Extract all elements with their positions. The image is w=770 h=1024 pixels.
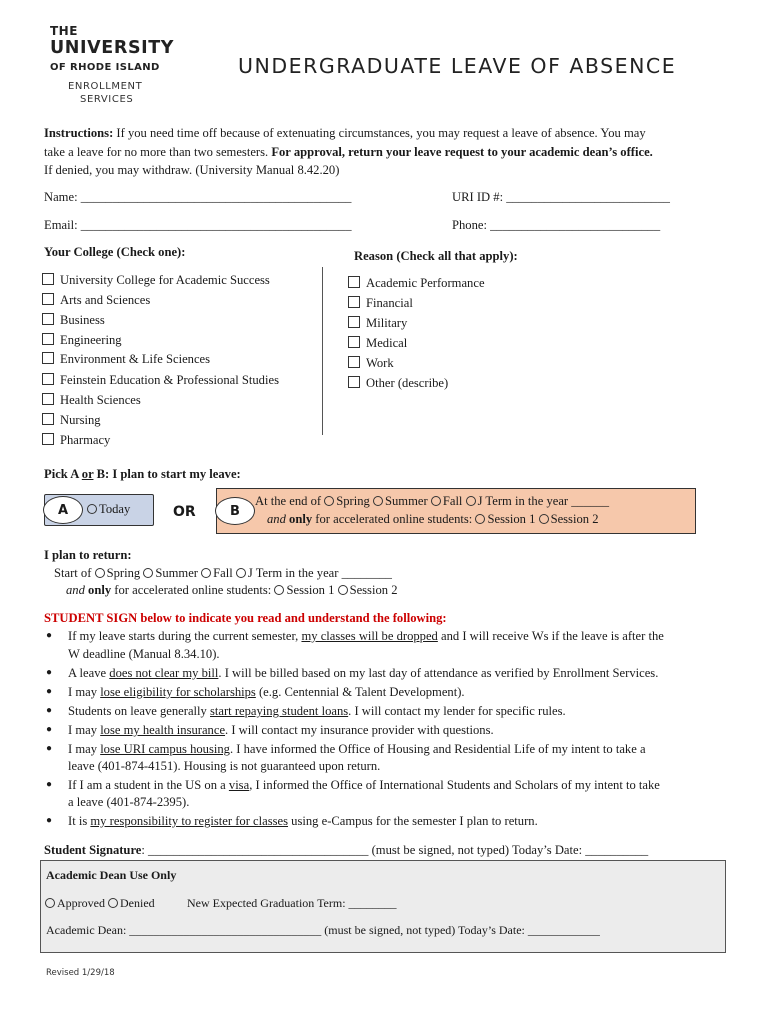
acknowledgement-item: If my leave starts during the current semester, my classes will be dropped and I will receive Ws if the leave is after the [68, 629, 664, 643]
return-line-1: Start of Spring Summer Fall J Term in the year ________ [54, 566, 392, 580]
instructions-label: Instructions: [44, 126, 114, 140]
checkbox[interactable] [348, 376, 360, 388]
return-session-2-option[interactable]: Session 2 [338, 583, 398, 597]
graduation-term-field[interactable]: New Expected Graduation Term: ________ [187, 896, 397, 910]
option-b-label: B [215, 497, 255, 525]
reason-option[interactable]: Other (describe) [348, 374, 448, 392]
option-a-label: A [43, 496, 83, 524]
return-jterm-option[interactable]: J Term [236, 566, 282, 580]
college-option[interactable]: Environment & Life Sciences [42, 350, 210, 368]
student-sign-heading: STUDENT SIGN below to indicate you read and understand the following: [44, 611, 447, 625]
radio-button[interactable] [87, 504, 97, 514]
acknowledgement-item-continued: a leave (401-874-2395). [68, 795, 190, 809]
acknowledgement-item: A leave does not clear my bill. I will be billed based on my last day of attendance as verified by Enrollment Services. [68, 666, 659, 680]
checkbox[interactable] [42, 293, 54, 305]
reason-option[interactable]: Academic Performance [348, 274, 485, 292]
logo-line-rhode-island: OF RHODE ISLAND [50, 62, 160, 73]
logo-line-enrollment: ENROLLMENT [68, 81, 143, 92]
start-spring-option[interactable]: Spring [324, 494, 370, 508]
dean-signature-field[interactable]: Academic Dean: ________________________________ (must be signed, not typed) Today’s Date: ____________ [46, 923, 600, 937]
return-heading: I plan to return: [44, 548, 132, 562]
column-divider [322, 267, 323, 435]
student-signature-label: Student Signature [44, 843, 142, 857]
checkbox[interactable] [42, 413, 54, 425]
acknowledgement-item: I may lose URI campus housing. I have informed the Office of Housing and Residential Life of my intent to take a [68, 742, 646, 756]
radio-button[interactable] [324, 496, 334, 506]
checkbox[interactable] [42, 433, 54, 445]
student-signature-field[interactable]: Student Signature: ___________________________________ (must be signed, not typed) Today’s Date: __________ [44, 843, 649, 857]
option-b-line-2: and only for accelerated online students: Session 1 Session 2 [267, 512, 599, 526]
logo-line-the: THE [50, 24, 78, 38]
logo-line-university: UNIVERSITY [50, 38, 175, 58]
radio-button[interactable] [201, 568, 211, 578]
radio-button[interactable] [466, 496, 476, 506]
checkbox[interactable] [348, 336, 360, 348]
checkbox[interactable] [42, 273, 54, 285]
pick-heading: Pick A or B: I plan to start my leave: [44, 467, 241, 481]
uri-id-field[interactable]: URI ID #: __________________________ [452, 190, 670, 204]
start-session-1-option[interactable]: Session 1 [475, 512, 535, 526]
instructions-line-2 [44, 143, 653, 161]
bullet-icon: ● [46, 686, 53, 697]
acknowledgement-item: Students on leave generally start repaying student loans. I will contact my lender for specific rules. [68, 704, 566, 718]
approved-option[interactable]: Approved [45, 896, 105, 910]
bullet-icon: ● [46, 743, 53, 754]
college-option[interactable]: Engineering [42, 331, 122, 349]
dean-decision-row [45, 894, 155, 912]
academic-dean-box [40, 860, 726, 953]
reason-heading: Reason (Check all that apply): [354, 249, 518, 263]
dean-heading: Academic Dean Use Only [46, 868, 177, 882]
reason-option[interactable]: Medical [348, 334, 407, 352]
college-option[interactable]: Health Sciences [42, 391, 141, 409]
checkbox[interactable] [348, 296, 360, 308]
radio-button[interactable] [274, 585, 284, 595]
acknowledgement-item-continued: W deadline (Manual 8.34.10). [68, 647, 220, 661]
college-option[interactable]: Feinstein Education & Professional Studies [42, 371, 279, 389]
start-jterm-option[interactable]: J Term [466, 494, 512, 508]
form-title: UNDERGRADUATE LEAVE OF ABSENCE [238, 54, 677, 78]
radio-button[interactable] [431, 496, 441, 506]
checkbox[interactable] [42, 313, 54, 325]
radio-button[interactable] [539, 514, 549, 524]
denied-option[interactable]: Denied [108, 896, 155, 910]
instructions-line-3: If denied, you may withdraw. (University Manual 8.42.20) [44, 163, 340, 177]
email-field[interactable]: Email: ___________________________________________ [44, 218, 352, 232]
checkbox[interactable] [42, 333, 54, 345]
name-field[interactable]: Name: ___________________________________________ [44, 190, 352, 204]
return-spring-option[interactable]: Spring [95, 566, 141, 580]
radio-button[interactable] [95, 568, 105, 578]
or-separator: OR [173, 504, 196, 520]
college-heading: Your College (Check one): [44, 245, 186, 259]
reason-option[interactable]: Work [348, 354, 394, 372]
college-option[interactable]: Business [42, 311, 105, 329]
college-option[interactable]: University College for Academic Success [42, 271, 270, 289]
today-option[interactable]: Today [87, 500, 130, 518]
option-b-box [216, 488, 696, 534]
start-fall-option[interactable]: Fall [431, 494, 463, 508]
start-year-field[interactable]: in the year ______ [511, 494, 610, 508]
bullet-icon: ● [46, 815, 53, 826]
acknowledgement-item: If I am a student in the US on a visa, I informed the Office of International Students and Scholars of my intent to take [68, 778, 660, 792]
bullet-icon: ● [46, 724, 53, 735]
return-fall-option[interactable]: Fall [201, 566, 233, 580]
radio-button[interactable] [373, 496, 383, 506]
college-option[interactable]: Pharmacy [42, 431, 110, 449]
option-b-line-1: At the end of Spring Summer Fall J Term in the year ______ [255, 494, 610, 508]
radio-button[interactable] [236, 568, 246, 578]
checkbox[interactable] [348, 276, 360, 288]
radio-button[interactable] [45, 898, 55, 908]
bullet-icon: ● [46, 705, 53, 716]
checkbox[interactable] [42, 373, 54, 385]
reason-option[interactable]: Military [348, 314, 407, 332]
radio-button[interactable] [475, 514, 485, 524]
option-a-box [44, 494, 154, 526]
return-year-field[interactable]: in the year ________ [282, 566, 392, 580]
college-option[interactable]: Arts and Sciences [42, 291, 150, 309]
instructions-line-1 [44, 124, 646, 142]
instructions-text-2: take a leave for no more than two semesters. [44, 145, 272, 159]
acknowledgement-item: I may lose my health insurance. I will contact my insurance provider with questions. [68, 723, 494, 737]
instructions-text-1: If you need time off because of extenuating circumstances, you may request a leave of absence. You may [113, 126, 646, 140]
instructions-approval-note: For approval, return your leave request to your academic dean’s office. [271, 145, 653, 159]
bullet-icon: ● [46, 667, 53, 678]
radio-button[interactable] [338, 585, 348, 595]
acknowledgement-item: It is my responsibility to register for classes using e-Campus for the semester I plan to return. [68, 814, 538, 828]
phone-field[interactable]: Phone: ___________________________ [452, 218, 661, 232]
start-session-2-option[interactable]: Session 2 [539, 512, 599, 526]
return-session-1-option[interactable]: Session 1 [274, 583, 334, 597]
radio-button[interactable] [108, 898, 118, 908]
checkbox[interactable] [348, 316, 360, 328]
start-summer-option[interactable]: Summer [373, 494, 428, 508]
acknowledgement-item-continued: leave (401-874-4151). Housing is not guaranteed upon return. [68, 759, 381, 773]
checkbox[interactable] [42, 393, 54, 405]
checkbox[interactable] [348, 356, 360, 368]
radio-button[interactable] [143, 568, 153, 578]
bullet-icon: ● [46, 630, 53, 641]
return-line-2: and only for accelerated online students: Session 1 Session 2 [66, 583, 398, 597]
return-summer-option[interactable]: Summer [143, 566, 198, 580]
acknowledgement-item: I may lose eligibility for scholarships (e.g. Centennial & Talent Development). [68, 685, 465, 699]
checkbox[interactable] [42, 352, 54, 364]
college-option[interactable]: Nursing [42, 411, 101, 429]
bullet-icon: ● [46, 779, 53, 790]
logo-line-services: SERVICES [80, 94, 134, 105]
reason-option[interactable]: Financial [348, 294, 413, 312]
revision-date: Revised 1/29/18 [46, 968, 115, 978]
